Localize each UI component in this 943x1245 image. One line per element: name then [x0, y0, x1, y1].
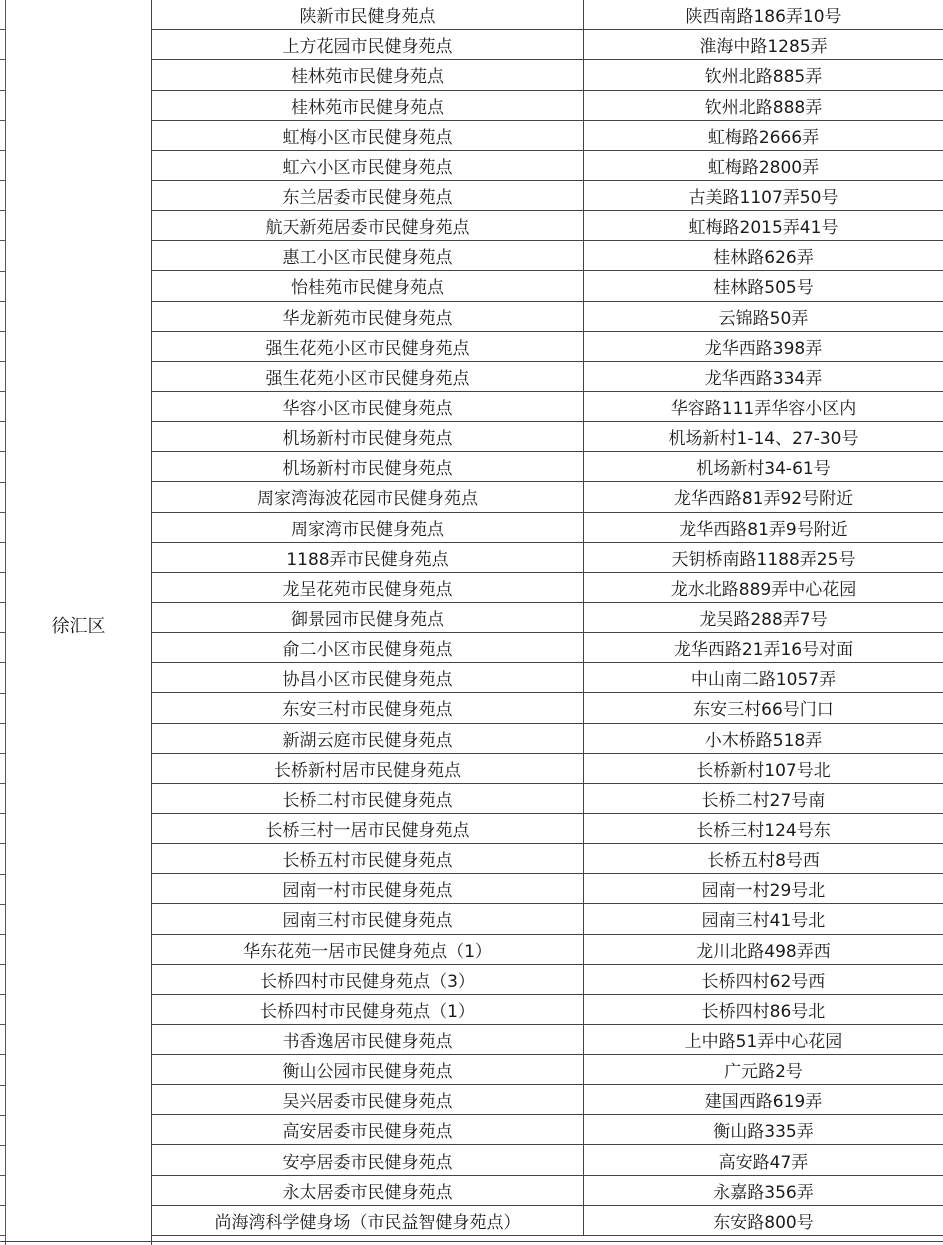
venue-name-cell: 虹六小区市民健身苑点 [152, 151, 584, 180]
table-row [152, 452, 943, 482]
table-row [152, 422, 943, 452]
venue-address-cell: 桂林路626弄 [713, 248, 814, 269]
venue-name-cell: 安亭居委市民健身苑点 [152, 1145, 584, 1174]
venue-address-cell: 广元路2号 [724, 1062, 803, 1083]
table-row [152, 60, 943, 90]
table-row [152, 1176, 943, 1206]
venue-name-cell: 东兰居委市民健身苑点 [152, 181, 584, 210]
venue-address-cell: 龙水北路889弄中心花园 [670, 579, 857, 600]
table-row [152, 995, 943, 1025]
table-row [152, 482, 943, 512]
venue-address-cell: 龙华西路334弄 [704, 368, 823, 389]
venue-name-cell: 周家湾海波花园市民健身苑点 [152, 482, 584, 511]
table-row [152, 0, 943, 30]
table-row [152, 513, 943, 543]
venue-name-cell: 周家湾市民健身苑点 [152, 513, 584, 542]
district-label: 徐汇区 [51, 615, 106, 637]
table-row [152, 151, 943, 181]
venue-address-cell: 机场新村34-61号 [696, 459, 831, 480]
table-row [152, 844, 943, 874]
venue-name-cell: 怡桂苑市民健身苑点 [152, 271, 584, 300]
table-row [152, 724, 943, 754]
venue-name-cell: 上方花园市民健身苑点 [152, 30, 584, 59]
venue-name-cell: 强生花苑小区市民健身苑点 [152, 362, 584, 391]
venue-address-cell: 小木桥路518弄 [704, 730, 823, 751]
table-row [152, 633, 943, 663]
venue-address-cell: 机场新村1-14、27-30号 [668, 429, 859, 450]
venue-name-cell: 园南一村市民健身苑点 [152, 874, 584, 903]
venue-name-cell: 吴兴居委市民健身苑点 [152, 1085, 584, 1114]
table-row [152, 1025, 943, 1055]
table-row [152, 1206, 943, 1236]
venue-name-cell: 书香逸居市民健身苑点 [152, 1025, 584, 1054]
venue-name-cell: 桂林苑市民健身苑点 [152, 60, 584, 89]
venue-address-cell: 钦州北路888弄 [704, 97, 823, 118]
venue-name-cell: 桂林苑市民健身苑点 [152, 91, 584, 120]
venue-name-cell: 航天新苑居委市民健身苑点 [152, 211, 584, 240]
table-row [152, 693, 943, 723]
venue-address-cell: 钦州北路885弄 [704, 67, 823, 88]
table-row [152, 965, 943, 995]
table-row [152, 904, 943, 934]
venue-address-cell: 东安三村66号门口 [693, 700, 834, 721]
venue-address-cell: 天钥桥南路1188弄25号 [671, 549, 856, 570]
table-row [152, 332, 943, 362]
table-row [152, 302, 943, 332]
venue-name-cell: 高安居委市民健身苑点 [152, 1115, 584, 1144]
venue-name-cell: 衡山公园市民健身苑点 [152, 1055, 584, 1084]
venue-address-cell: 衡山路335弄 [713, 1122, 814, 1143]
venue-name-cell: 俞二小区市民健身苑点 [152, 633, 584, 662]
venue-name-cell: 惠工小区市民健身苑点 [152, 241, 584, 270]
venue-address-cell: 上中路51弄中心花园 [684, 1031, 843, 1052]
venue-address-cell: 长桥四村62号西 [701, 971, 826, 992]
table-row [152, 663, 943, 693]
venue-address-cell: 云锦路50弄 [718, 308, 809, 329]
table-row [152, 392, 943, 422]
venue-address-cell: 虹梅路2666弄 [707, 127, 820, 148]
table-row [152, 603, 943, 633]
venue-name-cell: 龙呈花苑市民健身苑点 [152, 573, 584, 602]
table-row [152, 241, 943, 271]
table-row [152, 91, 943, 121]
venue-name-cell: 虹梅小区市民健身苑点 [152, 121, 584, 150]
venue-name-cell: 长桥五村市民健身苑点 [152, 844, 584, 873]
venue-name-cell: 协昌小区市民健身苑点 [152, 663, 584, 692]
venue-address-cell: 长桥二村27号南 [701, 790, 826, 811]
venue-address-cell: 龙华西路81弄92号附近 [673, 489, 854, 510]
venue-name-cell: 强生花苑小区市民健身苑点 [152, 332, 584, 361]
venue-list [152, 0, 943, 1236]
venue-name-cell: 御景园市民健身苑点 [152, 603, 584, 632]
table-row [152, 1115, 943, 1145]
venue-name-cell: 长桥四村市民健身苑点（3） [152, 965, 584, 994]
venue-address-cell: 虹梅路2015弄41号 [688, 218, 839, 239]
table-bottom-border [0, 1241, 943, 1242]
venue-name-cell: 园南三村市民健身苑点 [152, 904, 584, 933]
venue-address-cell: 长桥新村107号北 [696, 760, 831, 781]
venue-address-cell: 园南一村29号北 [701, 881, 826, 902]
venue-address-cell: 中山南二路1057弄 [690, 670, 837, 691]
venue-name-cell: 华容小区市民健身苑点 [152, 392, 584, 421]
venue-address-cell: 龙华西路81弄9号附近 [679, 519, 848, 540]
venue-address-cell: 虹梅路2800弄 [707, 157, 820, 178]
table-row [152, 211, 943, 241]
venue-name-cell: 新湖云庭市民健身苑点 [152, 724, 584, 753]
venue-name-cell: 长桥二村市民健身苑点 [152, 784, 584, 813]
venue-address-cell: 东安路800号 [713, 1212, 814, 1233]
venue-address-cell: 永嘉路356弄 [713, 1182, 814, 1203]
table-row [152, 1055, 943, 1085]
venue-name-cell: 永太居委市民健身苑点 [152, 1176, 584, 1205]
venue-address-cell: 龙华西路21弄16号对面 [673, 640, 854, 661]
venue-address-cell: 龙华西路398弄 [704, 338, 823, 359]
district-cell [6, 0, 152, 1245]
venue-name-cell: 1188弄市民健身苑点 [152, 543, 584, 572]
table-row [152, 543, 943, 573]
venue-address-cell: 高安路47弄 [718, 1152, 809, 1173]
venue-address-cell: 陕西南路186弄10号 [685, 7, 842, 28]
table-row [152, 1145, 943, 1175]
table-row [152, 121, 943, 151]
venue-name-cell: 机场新村市民健身苑点 [152, 422, 584, 451]
table-row [152, 181, 943, 211]
venue-address-cell: 长桥五村8号西 [707, 851, 820, 872]
table-row [152, 271, 943, 301]
venue-name-cell: 华东花苑一居市民健身苑点（1） [152, 935, 584, 964]
table-row [152, 935, 943, 965]
venue-name-cell: 陕新市民健身苑点 [152, 0, 584, 29]
venue-address-cell: 龙川北路498弄西 [696, 941, 831, 962]
venue-address-cell: 长桥三村124号东 [696, 821, 831, 841]
table-row [152, 814, 943, 844]
venue-name-cell: 长桥新村居市民健身苑点 [152, 754, 584, 783]
venue-address-cell: 淮海中路1285弄 [699, 37, 828, 58]
venue-name-cell: 尚海湾科学健身场（市民益智健身苑点） [152, 1206, 584, 1235]
venue-address-cell: 华容路111弄华容小区内 [670, 399, 857, 420]
venue-name-cell: 长桥三村一居市民健身苑点 [152, 814, 584, 843]
venue-address-cell: 龙吴路288弄7号 [699, 610, 828, 631]
venue-address-cell: 长桥四村86号北 [701, 1001, 826, 1022]
table-row [152, 784, 943, 814]
venue-name-cell: 华龙新苑市民健身苑点 [152, 302, 584, 331]
venue-address-cell: 桂林路505号 [713, 278, 814, 299]
table-row [152, 573, 943, 603]
table-row [152, 362, 943, 392]
venue-name-cell: 东安三村市民健身苑点 [152, 693, 584, 722]
table-row [152, 874, 943, 904]
table-row [152, 30, 943, 60]
venue-address-cell: 建国西路619弄 [704, 1092, 823, 1113]
table-row [152, 1085, 943, 1115]
venue-address-cell: 园南三村41号北 [701, 911, 826, 932]
table-row [152, 754, 943, 784]
venue-address-cell: 古美路1107弄50号 [688, 188, 839, 209]
venue-name-cell: 长桥四村市民健身苑点（1） [152, 995, 584, 1024]
venue-name-cell: 机场新村市民健身苑点 [152, 452, 584, 481]
